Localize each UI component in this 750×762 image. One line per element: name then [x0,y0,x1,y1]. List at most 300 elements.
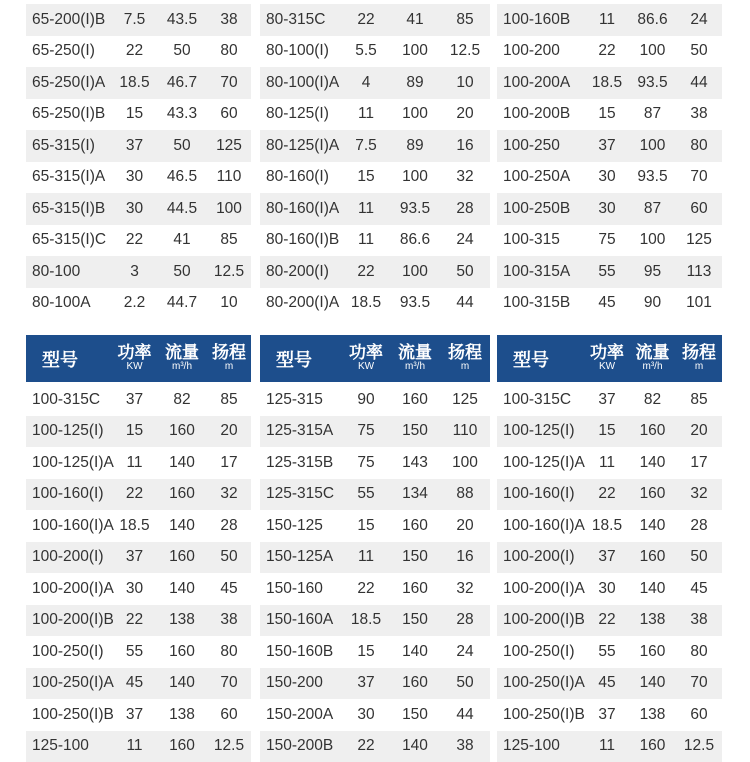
table-row [260,36,490,68]
cell-power: 75 [342,422,390,440]
cell-power: 11 [112,737,157,755]
cell-flow: 50 [157,42,207,60]
cell-head: 12.5 [440,42,490,60]
table-row [26,479,251,511]
table-header [260,335,490,382]
cell-flow: 87 [629,200,676,218]
cell-head: 50 [676,42,722,60]
cell-model: 65-315(I)A [26,168,112,186]
cell-flow: 93.5 [629,168,676,186]
cell-flow: 86.6 [629,11,676,29]
header-flow [390,344,440,372]
cell-model: 65-315(I)C [26,231,112,249]
table-row [26,510,251,542]
cell-model: 80-100A [26,294,112,312]
cell-power: 11 [342,231,390,249]
cell-head: 60 [207,706,251,724]
cell-model: 80-160(I) [260,168,342,186]
cell-model: 100-250B [497,200,585,218]
cell-flow: 100 [390,168,440,186]
header-flow [629,344,676,372]
cell-head: 70 [676,674,722,692]
table-row [26,162,251,194]
cell-head: 44 [676,74,722,92]
cell-flow: 140 [157,454,207,472]
cell-power: 22 [585,611,629,629]
cell-model: 125-315C [260,485,342,503]
cell-model: 80-125(I)A [260,137,342,155]
table-row [260,510,490,542]
cell-power: 22 [112,231,157,249]
cell-head: 16 [440,137,490,155]
header-flow-unit: m³/h [405,362,425,373]
cell-power: 37 [585,706,629,724]
cell-model: 150-125 [260,517,342,535]
cell-power: 37 [112,137,157,155]
header-power-unit: KW [599,362,615,373]
cell-flow: 41 [157,231,207,249]
cell-model: 80-200(I)A [260,294,342,312]
cell-flow: 43.5 [157,11,207,29]
cell-power: 2.2 [112,294,157,312]
cell-power: 22 [342,263,390,281]
cell-flow: 140 [390,643,440,661]
cell-power: 7.5 [112,11,157,29]
cell-model: 125-315B [260,454,342,472]
table-panel-2 [260,0,490,759]
cell-head: 125 [207,137,251,155]
table-row [26,36,251,68]
cell-flow: 100 [390,105,440,123]
cell-head: 28 [676,517,722,535]
table-row [26,4,251,36]
cell-model: 80-125(I) [260,105,342,123]
cell-model: 100-125(I) [26,422,112,440]
table-row [497,4,722,36]
table-row [26,67,251,99]
cell-power: 37 [112,548,157,566]
table-row [260,130,490,162]
header-model: 型号 [260,346,342,372]
cell-head: 50 [440,674,490,692]
header-flow-label: 流量 [165,344,199,362]
table-row [497,256,722,288]
cell-flow: 143 [390,454,440,472]
cell-flow: 160 [390,674,440,692]
cell-power: 15 [585,422,629,440]
cell-power: 15 [112,422,157,440]
cell-model: 150-200 [260,674,342,692]
cell-power: 55 [342,485,390,503]
cell-model: 65-315(I) [26,137,112,155]
cell-power: 18.5 [342,611,390,629]
cell-head: 85 [207,391,251,409]
cell-flow: 150 [390,422,440,440]
cell-power: 11 [342,105,390,123]
table-row [260,4,490,36]
cell-power: 22 [342,737,390,755]
cell-head: 110 [440,422,490,440]
cell-power: 22 [585,42,629,60]
cell-flow: 100 [390,263,440,281]
cell-model: 100-250(I)A [497,674,585,692]
cell-model: 100-250 [497,137,585,155]
cell-model: 100-250(I)A [26,674,112,692]
cell-head: 10 [440,74,490,92]
cell-flow: 140 [157,674,207,692]
cell-head: 50 [440,263,490,281]
cell-power: 30 [112,580,157,598]
cell-power: 22 [112,485,157,503]
cell-flow: 160 [157,643,207,661]
cell-power: 55 [585,643,629,661]
cell-model: 100-250A [497,168,585,186]
cell-model: 100-125(I)A [497,454,585,472]
cell-power: 4 [342,74,390,92]
header-flow-unit: m³/h [172,362,192,373]
cell-flow: 160 [629,485,676,503]
cell-power: 30 [342,706,390,724]
cell-flow: 95 [629,263,676,281]
cell-head: 32 [440,580,490,598]
header-head-unit: m [695,362,703,373]
cell-power: 90 [342,391,390,409]
cell-flow: 86.6 [390,231,440,249]
header-power [342,344,390,372]
cell-power: 18.5 [585,517,629,535]
cell-power: 11 [112,454,157,472]
cell-flow: 138 [157,611,207,629]
cell-model: 125-100 [26,737,112,755]
cell-flow: 160 [629,737,676,755]
table-row [497,384,722,416]
cell-power: 22 [112,611,157,629]
cell-flow: 41 [390,11,440,29]
cell-power: 37 [585,137,629,155]
cell-flow: 160 [157,548,207,566]
cell-head: 28 [440,611,490,629]
cell-head: 70 [676,168,722,186]
cell-head: 88 [440,485,490,503]
table-row [26,573,251,605]
cell-model: 100-250(I) [26,643,112,661]
cell-head: 80 [207,42,251,60]
cell-model: 65-250(I)A [26,74,112,92]
header-power [585,344,629,372]
cell-flow: 140 [629,517,676,535]
cell-power: 15 [585,105,629,123]
cell-power: 30 [112,168,157,186]
header-model: 型号 [26,346,112,372]
cell-head: 24 [440,231,490,249]
cell-head: 20 [207,422,251,440]
cell-model: 100-315A [497,263,585,281]
header-power [112,344,157,372]
cell-model: 100-160(I) [497,485,585,503]
cell-model: 80-100(I)A [260,74,342,92]
cell-power: 55 [112,643,157,661]
cell-flow: 138 [157,706,207,724]
cell-flow: 140 [629,580,676,598]
cell-flow: 46.7 [157,74,207,92]
table-row [260,162,490,194]
cell-flow: 160 [157,422,207,440]
cell-power: 30 [585,200,629,218]
cell-model: 80-160(I)A [260,200,342,218]
cell-flow: 160 [157,737,207,755]
cell-model: 100-160B [497,11,585,29]
cell-flow: 44.5 [157,200,207,218]
table-row [497,288,722,320]
cell-head: 24 [676,11,722,29]
table-row [260,288,490,320]
cell-head: 38 [207,11,251,29]
cell-head: 32 [207,485,251,503]
table-row [497,447,722,479]
table-row [497,731,722,762]
cell-flow: 134 [390,485,440,503]
cell-model: 100-160(I)A [497,517,585,535]
cell-power: 3 [112,263,157,281]
cell-power: 22 [112,42,157,60]
cell-flow: 100 [629,137,676,155]
cell-model: 150-160B [260,643,342,661]
cell-power: 37 [112,706,157,724]
cell-flow: 138 [629,611,676,629]
table-row [26,605,251,637]
cell-head: 28 [440,200,490,218]
cell-head: 20 [676,422,722,440]
cell-power: 22 [342,580,390,598]
cell-flow: 150 [390,611,440,629]
header-flow-unit: m³/h [643,362,663,373]
cell-power: 75 [342,454,390,472]
cell-head: 80 [676,137,722,155]
cell-flow: 93.5 [390,200,440,218]
table-row [497,479,722,511]
cell-power: 18.5 [112,74,157,92]
cell-flow: 160 [390,517,440,535]
cell-model: 125-100 [497,737,585,755]
table-row [260,384,490,416]
table-row [260,605,490,637]
cell-power: 11 [585,737,629,755]
table-row [26,193,251,225]
header-power-unit: KW [126,362,142,373]
cell-head: 85 [207,231,251,249]
cell-model: 150-200B [260,737,342,755]
cell-head: 38 [676,105,722,123]
table-row [26,542,251,574]
header-head [207,344,251,372]
cell-flow: 140 [629,454,676,472]
cell-model: 100-200(I)B [26,611,112,629]
table-row [497,130,722,162]
cell-model: 100-200(I)A [497,580,585,598]
cell-flow: 89 [390,74,440,92]
table-row [26,225,251,257]
cell-head: 85 [440,11,490,29]
table-panel-3 [497,0,722,759]
cell-model: 80-100 [26,263,112,281]
cell-power: 18.5 [342,294,390,312]
cell-power: 11 [342,548,390,566]
cell-model: 125-315 [260,391,342,409]
cell-head: 45 [676,580,722,598]
cell-head: 44 [440,706,490,724]
header-head-unit: m [461,362,469,373]
table-row [497,99,722,131]
cell-head: 20 [440,105,490,123]
cell-model: 100-200(I) [26,548,112,566]
table-row [26,699,251,731]
header-flow [157,344,207,372]
cell-flow: 150 [390,548,440,566]
table-row [260,99,490,131]
cell-head: 70 [207,74,251,92]
cell-power: 30 [585,580,629,598]
cell-head: 38 [440,737,490,755]
cell-model: 100-315 [497,231,585,249]
table-header [497,335,722,382]
table-row [497,668,722,700]
cell-model: 100-200(I)B [497,611,585,629]
cell-flow: 140 [157,580,207,598]
cell-flow: 44.7 [157,294,207,312]
cell-head: 60 [676,200,722,218]
table-row [26,256,251,288]
cell-power: 11 [585,11,629,29]
table-header [26,335,251,382]
cell-head: 101 [676,294,722,312]
cell-flow: 46.5 [157,168,207,186]
cell-head: 50 [676,548,722,566]
cell-power: 11 [342,200,390,218]
header-power-unit: KW [358,362,374,373]
cell-model: 100-125(I) [497,422,585,440]
table-row [260,731,490,762]
cell-model: 150-160A [260,611,342,629]
cell-power: 7.5 [342,137,390,155]
header-head-label: 扬程 [448,344,482,362]
header-power-label: 功率 [118,344,152,362]
cell-model: 100-125(I)A [26,454,112,472]
table-row [260,479,490,511]
cell-model: 65-250(I)B [26,105,112,123]
cell-power: 37 [112,391,157,409]
cell-flow: 43.3 [157,105,207,123]
cell-head: 32 [676,485,722,503]
header-head-label: 扬程 [682,344,716,362]
cell-model: 80-100(I) [260,42,342,60]
table-row [260,67,490,99]
cell-power: 15 [342,643,390,661]
cell-model: 100-200(I)A [26,580,112,598]
table-row [260,256,490,288]
cell-model: 100-250(I)B [26,706,112,724]
header-power-label: 功率 [349,344,383,362]
table-row [260,193,490,225]
cell-head: 17 [207,454,251,472]
cell-head: 85 [676,391,722,409]
cell-head: 38 [676,611,722,629]
cell-flow: 140 [629,674,676,692]
table-row [497,573,722,605]
cell-flow: 82 [157,391,207,409]
header-head [676,344,722,372]
cell-head: 60 [676,706,722,724]
table-row [260,542,490,574]
table-row [260,447,490,479]
cell-model: 100-250(I)B [497,706,585,724]
table-row [497,193,722,225]
cell-flow: 160 [629,548,676,566]
cell-power: 75 [585,231,629,249]
table-row [260,636,490,668]
cell-power: 5.5 [342,42,390,60]
cell-flow: 100 [390,42,440,60]
table-row [497,67,722,99]
cell-power: 11 [585,454,629,472]
cell-model: 100-315C [26,391,112,409]
cell-power: 18.5 [112,517,157,535]
table-row [260,668,490,700]
cell-power: 30 [112,200,157,218]
cell-model: 150-160 [260,580,342,598]
cell-flow: 89 [390,137,440,155]
cell-flow: 150 [390,706,440,724]
cell-head: 16 [440,548,490,566]
table-row [497,636,722,668]
cell-model: 150-125A [260,548,342,566]
cell-flow: 50 [157,137,207,155]
table-row [497,510,722,542]
table-row [497,225,722,257]
cell-flow: 160 [157,485,207,503]
cell-model: 65-200(I)B [26,11,112,29]
cell-flow: 93.5 [390,294,440,312]
cell-flow: 87 [629,105,676,123]
cell-model: 125-315A [260,422,342,440]
cell-head: 100 [207,200,251,218]
cell-model: 100-200(I) [497,548,585,566]
cell-flow: 100 [629,42,676,60]
cell-model: 65-250(I) [26,42,112,60]
cell-power: 15 [342,168,390,186]
header-head-unit: m [225,362,233,373]
cell-head: 125 [676,231,722,249]
cell-model: 100-200A [497,74,585,92]
cell-head: 17 [676,454,722,472]
table-row [26,384,251,416]
cell-model: 80-315C [260,11,342,29]
table-row [26,288,251,320]
cell-flow: 90 [629,294,676,312]
cell-head: 10 [207,294,251,312]
cell-model: 100-160(I) [26,485,112,503]
table-row [260,225,490,257]
cell-power: 45 [585,294,629,312]
cell-power: 22 [342,11,390,29]
cell-power: 37 [342,674,390,692]
cell-flow: 138 [629,706,676,724]
cell-flow: 93.5 [629,74,676,92]
cell-flow: 50 [157,263,207,281]
cell-flow: 100 [629,231,676,249]
table-row [26,636,251,668]
cell-head: 70 [207,674,251,692]
cell-flow: 140 [157,517,207,535]
